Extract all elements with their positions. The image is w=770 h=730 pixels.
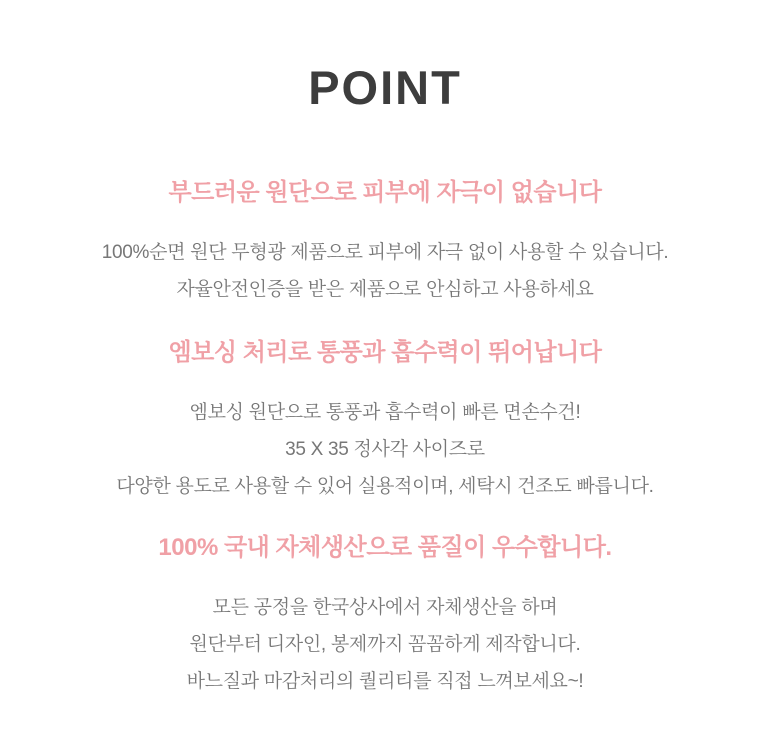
- point-section-embossing: [0, 338, 770, 505]
- section-body: [0, 589, 770, 700]
- page-title: POINT: [308, 61, 462, 114]
- section-heading: 부드러운 원단으로 피부에 자극이 없습니다: [168, 179, 602, 206]
- body-line: 35 X 35 정사각 사이즈로: [285, 439, 485, 460]
- body-line: 원단부터 디자인, 봉제까지 꼼꼼하게 제작합니다.: [189, 634, 581, 655]
- section-heading: 100% 국내 자체생산으로 품질이 우수합니다.: [158, 534, 612, 561]
- body-line: 엠보싱 원단으로 통풍과 흡수력이 빠른 면손수건!: [189, 402, 581, 423]
- point-section-domestic-production: [0, 533, 770, 700]
- body-line: 자율안전인증을 받은 제품으로 안심하고 사용하세요: [176, 279, 594, 300]
- section-body: [0, 394, 770, 505]
- body-line: 바느질과 마감처리의 퀄리티를 직접 느껴보세요~!: [186, 671, 584, 692]
- body-line: 모든 공정을 한국상사에서 자체생산을 하며: [212, 597, 558, 618]
- section-body: [0, 234, 770, 308]
- point-section-soft-fabric: [0, 178, 770, 308]
- section-heading: 엠보싱 처리로 통풍과 흡수력이 뛰어납니다: [168, 339, 602, 366]
- body-line: 100%순면 원단 무형광 제품으로 피부에 자극 없이 사용할 수 있습니다.: [101, 242, 669, 263]
- body-line: 다양한 용도로 사용할 수 있어 실용적이며, 세탁시 건조도 빠릅니다.: [116, 476, 654, 497]
